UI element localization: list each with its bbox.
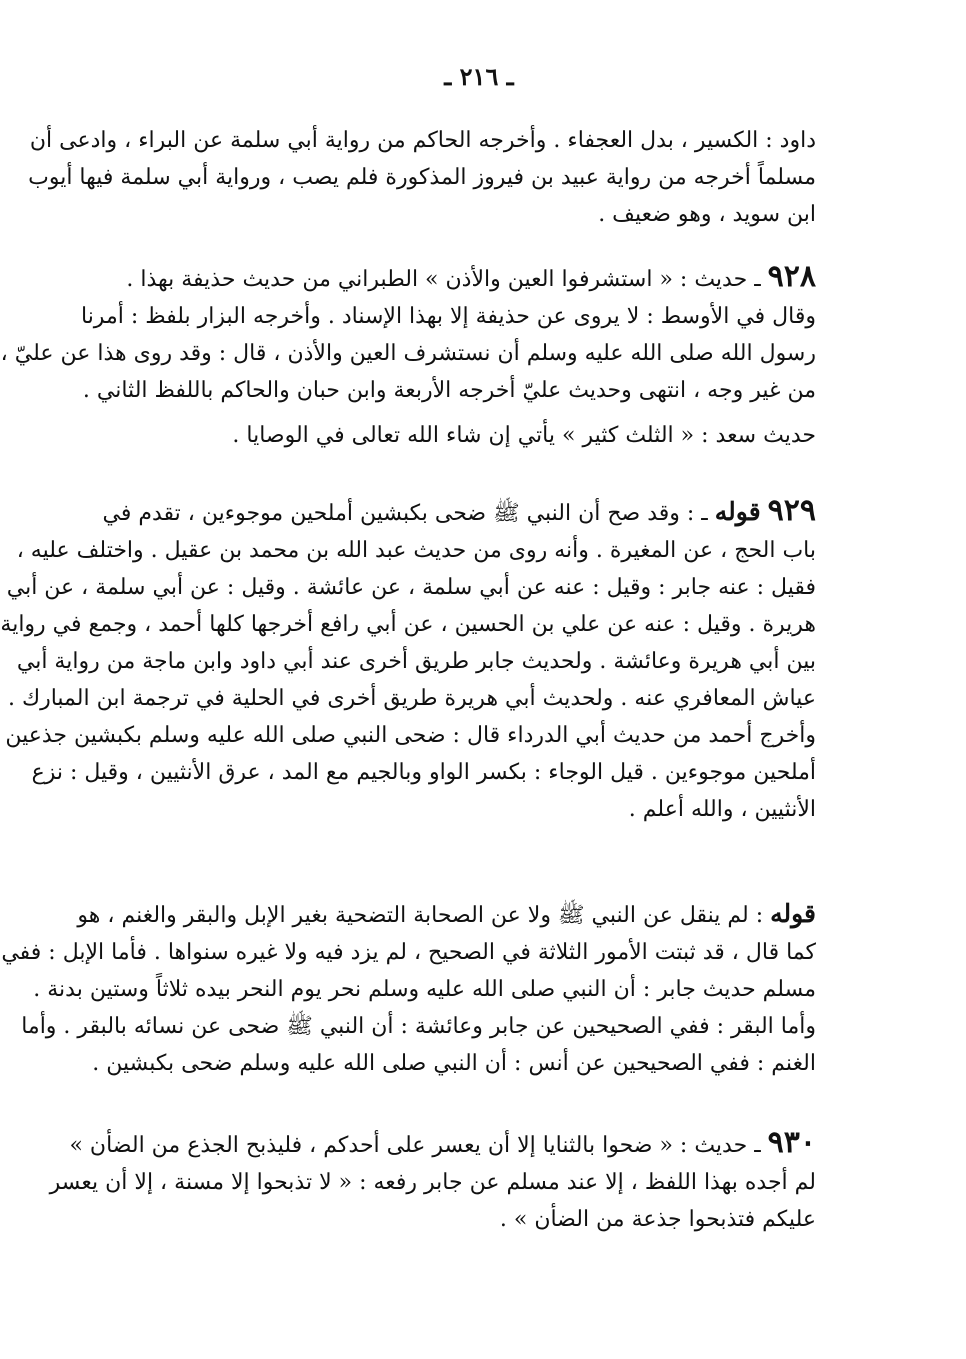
text-line: فقيل : عنه جابر : وقيل : عنه عن أبي سلمة ، عن عائشة . وقيل : عن أبي سلمة ، عن أبي: [6, 575, 816, 600]
text-line: مسلم حديث جابر : أن النبي صلى الله عليه وسلم نحر يوم النحر بيده ثلاثاً وستين بدنة .: [33, 977, 816, 1002]
text-line: مسلماً أخرجه من رواية عبيد بن فيروز المذكورة فلم يصب ، ورواية أبي سلمة فيها أيوب: [28, 165, 816, 190]
text-line: وقال في الأوسط : لا يروى عن حذيفة إلا بهذا الإسناد . وأخرجه البزار بلفظ : أمرنا: [80, 304, 816, 329]
text-line: أملحين موجوءين . قيل الوجاء : بكسر الواو وبالجيم مع المد ، عرق الأنثيين ، وقيل : نزع: [31, 760, 816, 785]
text-line: رسول الله صلى الله عليه وسلم أن نستشرف العين والأذن ، قال : وقد روى هذا عن عليّ ،: [0, 341, 816, 366]
hadith-text: ـ : وقد صح أن النبي ﷺ ضحى بكبشين أملحين موجوءين ، تقدم في: [102, 501, 708, 526]
hadith-929: [0, 492, 816, 828]
text-line: [69, 1124, 816, 1164]
text-line: داود : الكسير ، بدل العجفاء . وأخرجه الحاكم من رواية أبي سلمة عن البراء ، وادعى أن: [29, 128, 816, 153]
hadith-930: [49, 1124, 816, 1238]
text-line: ابن سويد ، وهو ضعيف .: [598, 202, 816, 227]
text-line: لم أجده بهذا اللفظ ، إلا عند مسلم عن جابر رفعه : « لا تذبحوا إلا مسنة ، إلا أن يعسر: [49, 1170, 816, 1195]
hadith-928: [0, 258, 816, 454]
text-line: باب الحج ، عن المغيرة . وأنه روى من حديث عبد الله بن محمد بن عقيل . واختلف عليه ،: [16, 538, 816, 563]
page-number: ـ ٢١٦ ـ: [444, 62, 514, 91]
hadith-number: ٩٢٩: [767, 493, 816, 528]
text-line: هريرة . وقيل : عنه عن علي بن الحسين ، عن أبي رافع أخرجها كلها أحمد ، وجمع في رواية: [0, 612, 816, 637]
text-line: وأما البقر : ففي الصحيحين عن جابر وعائشة : أن النبي ﷺ ضحى عن نسائه بالبقر . وأما: [21, 1014, 816, 1039]
text-line: حديث سعد : « الثلث كثير » يأتي إن شاء الله تعالى في الوصايا .: [232, 423, 816, 448]
paragraph-continuation: [28, 122, 816, 233]
text-line: عياش المعافري عنه . ولحديث أبي هريرة طريق أخرى في الحلية في ترجمة ابن المبارك .: [7, 686, 816, 711]
text-line: بين أبي هريرة وعائشة . ولحديث جابر طريق أخرى عند أبي داود وابن ماجة من رواية أبي: [16, 649, 816, 674]
paragraph-text: : لم ينقل عن النبي ﷺ ولا عن الصحابة التضحية بغير الإبل والبقر والغنم ، هو: [77, 903, 764, 928]
qawluhu-label: قوله: [714, 497, 761, 526]
hadith-text: ـ حديث : « ضحوا بالثنايا إلا أن يعسر على أحدكم ، فليذبح الجذع من الضأن »: [69, 1133, 761, 1158]
text-line: [102, 492, 816, 532]
text-line: الأنثيين ، والله أعلم .: [628, 797, 816, 822]
hadith-number: ٩٣٠: [767, 1125, 816, 1160]
text-line: من غير وجه ، انتهى وحديث عليّ أخرجه الأربعة وابن حبان والحاكم باللفظ الثاني .: [82, 378, 816, 403]
qawluhu-paragraph: [1, 895, 816, 1082]
text-line: عليكم فتذبحوا جذعة من الضأن » .: [499, 1207, 816, 1232]
qawluhu-label: قوله: [770, 899, 816, 928]
text-line: [77, 895, 816, 934]
hadith-number: ٩٢٨: [767, 259, 816, 294]
text-line: وأخرج أحمد من حديث أبي الدرداء قال : ضحى النبي صلى الله عليه وسلم بكبشين جذعين: [5, 723, 816, 748]
text-line: [106, 258, 816, 298]
hadith-text: ـ حديث : « استشرفوا العين والأذن » الطبراني من حديث حذيفة بهذا .: [126, 267, 761, 292]
text-line: الغنم : ففي الصحيحين عن أنس : أن النبي صلى الله عليه وسلم ضحى بكبشين .: [92, 1051, 816, 1076]
text-line: كما قال ، قد ثبتت الأمور الثلاثة في الصحيح ، لم يزد فيه ولا غيره سنواها . فأما الإبل : ففي: [1, 940, 816, 965]
